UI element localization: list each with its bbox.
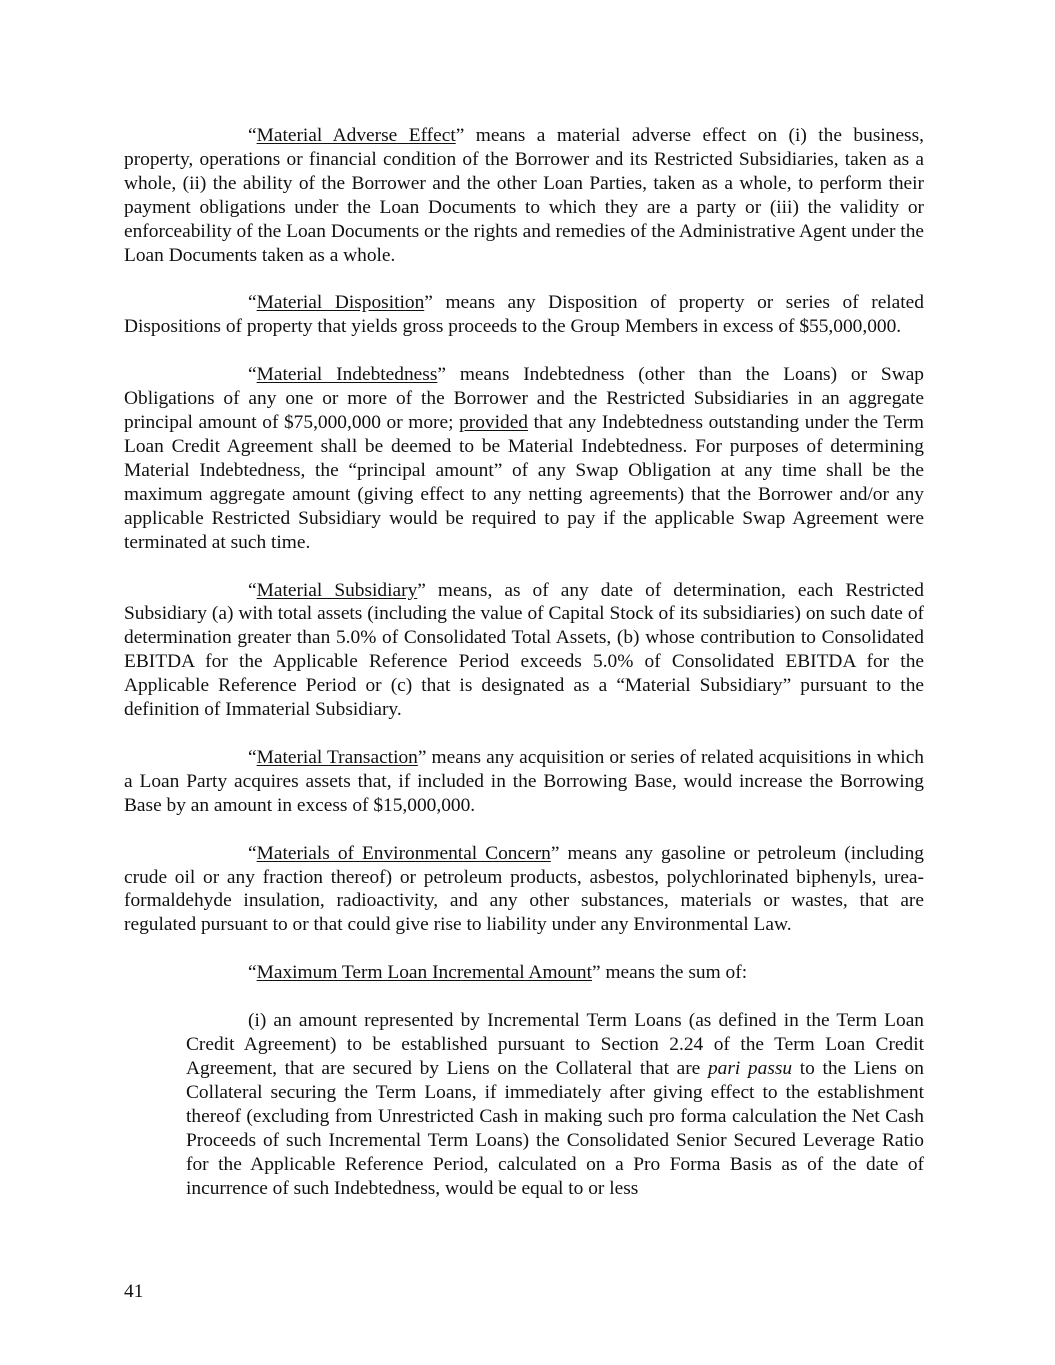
clause-text-continued: to the Liens on Collateral securing the Term Loans, if immediately after giving effect to the establishment thereof (excluding from Unrestricted Cash in making such pro forma calculation the Net Cash Proceeds of such Incremental Term Loans) the Consolidated Senior Secured Leverage Ratio for the Applicable Reference Period, calculated on a Pro Forma Basis as of the date of incurrence of such Indebtedness, would be equal to or less [186,1058,925,1199]
definition-material-indebtedness [124,363,924,554]
definition-text: means any acquisition or series of related acquisitions in which a Loan Party acquires assets that, if included in the Borrowing Base, would increase the Borrowing Base by an amount in excess of $15,000,000. [124,746,924,816]
definition-text: means, as of any date of determination, each Restricted Subsidiary (a) with total assets (including the value of Capital Stock of its subsidiaries) on such date of determination greater than 5.0% of Consolidated Total Assets, (b) whose contribution to Consolidated EBITDA for the Applicable Reference Period exceeds 5.0% of Consolidated EBITDA for the Applicable Reference Period or (c) that is designated as a “Material Subsidiary” pursuant to the definition of Immaterial Subsidiary. [124,579,924,721]
defined-term: Material Transaction [256,746,418,768]
open-quote: “ [248,842,257,864]
definition-text: means any gasoline or petroleum (including crude oil or any fraction thereof) or petroleum products, asbestos, polychlorinated biphenyls, urea-formaldehyde insulation, radioactivity, and any other substances, materials or wastes, that are regulated pursuant to or that could give rise to liability under any Environmental Law. [124,842,924,936]
clause-text: (i) an amount represented by Incremental Term Loans (as defined in the Term Loan Credit Agreement) to be established pursuant to Section 2.24 of the Term Loan Credit Agreement, that are secured by Liens on the Collateral that are [186,1010,924,1079]
definition-material-subsidiary [124,579,924,722]
definition-text: means the sum of: [600,962,748,984]
open-quote: “ [248,364,257,386]
definition-text-continued: that any Indebtedness outstanding under the Term Loan Credit Agreement shall be deemed to be Material Indebtedness. For purposes of determining Material Indebtedness, the “principal amount” of any Swap Obligation at any time shall be the maximum aggregate amount (giving effect to any netting agreements) that the Borrower and/or any applicable Restricted Subsidiary would be required to pay if the applicable Swap Agreement were terminated at such time. [124,412,924,553]
open-quote: “ [248,292,257,314]
definition-text: means Indebtedness (other than the Loans) or Swap Obligations of any one or more of the Borrower and the Restricted Subsidiaries in an aggregate principal amount of $75,000,000 or more; [124,364,924,434]
open-quote: “ [248,579,257,601]
close-quote: ” [417,746,427,768]
defined-term: Material Adverse Effect [256,125,456,146]
defined-term: Material Disposition [256,292,425,314]
close-quote: ” [455,125,465,146]
definition-material-transaction [124,746,924,818]
provided-keyword: provided [459,412,528,434]
definition-maximum-term-loan-incremental-amount [124,961,924,985]
close-quote: ” [417,579,426,601]
open-quote: “ [248,746,257,768]
document-page [124,124,924,1220]
close-quote: ” [424,292,433,314]
definition-material-adverse-effect [124,124,924,267]
pari-passu-italic: pari passu [707,1058,793,1079]
definition-text: means a material adverse effect on (i) the business, property, operations or financial condition of the Borrower and its Restricted Subsidiaries, taken as a whole, (ii) the ability of the Borrower and the other Loan Parties, taken as a whole, to perform their payment obligations under the Loan Documents to which they are a party or (iii) the validity or enforceability of the Loan Documents or the rights and remedies of the Administrative Agent under the Loan Documents taken as a whole. [124,125,924,266]
definition-material-disposition [124,291,924,339]
defined-term: Materials of Environmental Concern [256,842,551,864]
close-quote: ” [592,962,601,984]
definition-text: means any Disposition of property or series of related Dispositions of property that yields gross proceeds to the Group Members in excess of $55,000,000. [124,292,924,338]
defined-term: Maximum Term Loan Incremental Amount [256,962,592,984]
close-quote: ” [550,842,560,864]
defined-term: Material Subsidiary [256,579,418,601]
clause-i [186,1009,924,1200]
definition-materials-of-environmental-concern [124,842,924,938]
open-quote: “ [248,125,257,146]
close-quote: ” [437,364,446,386]
page-number: 41 [124,1281,144,1302]
open-quote: “ [248,962,257,984]
defined-term: Material Indebtedness [256,364,438,386]
